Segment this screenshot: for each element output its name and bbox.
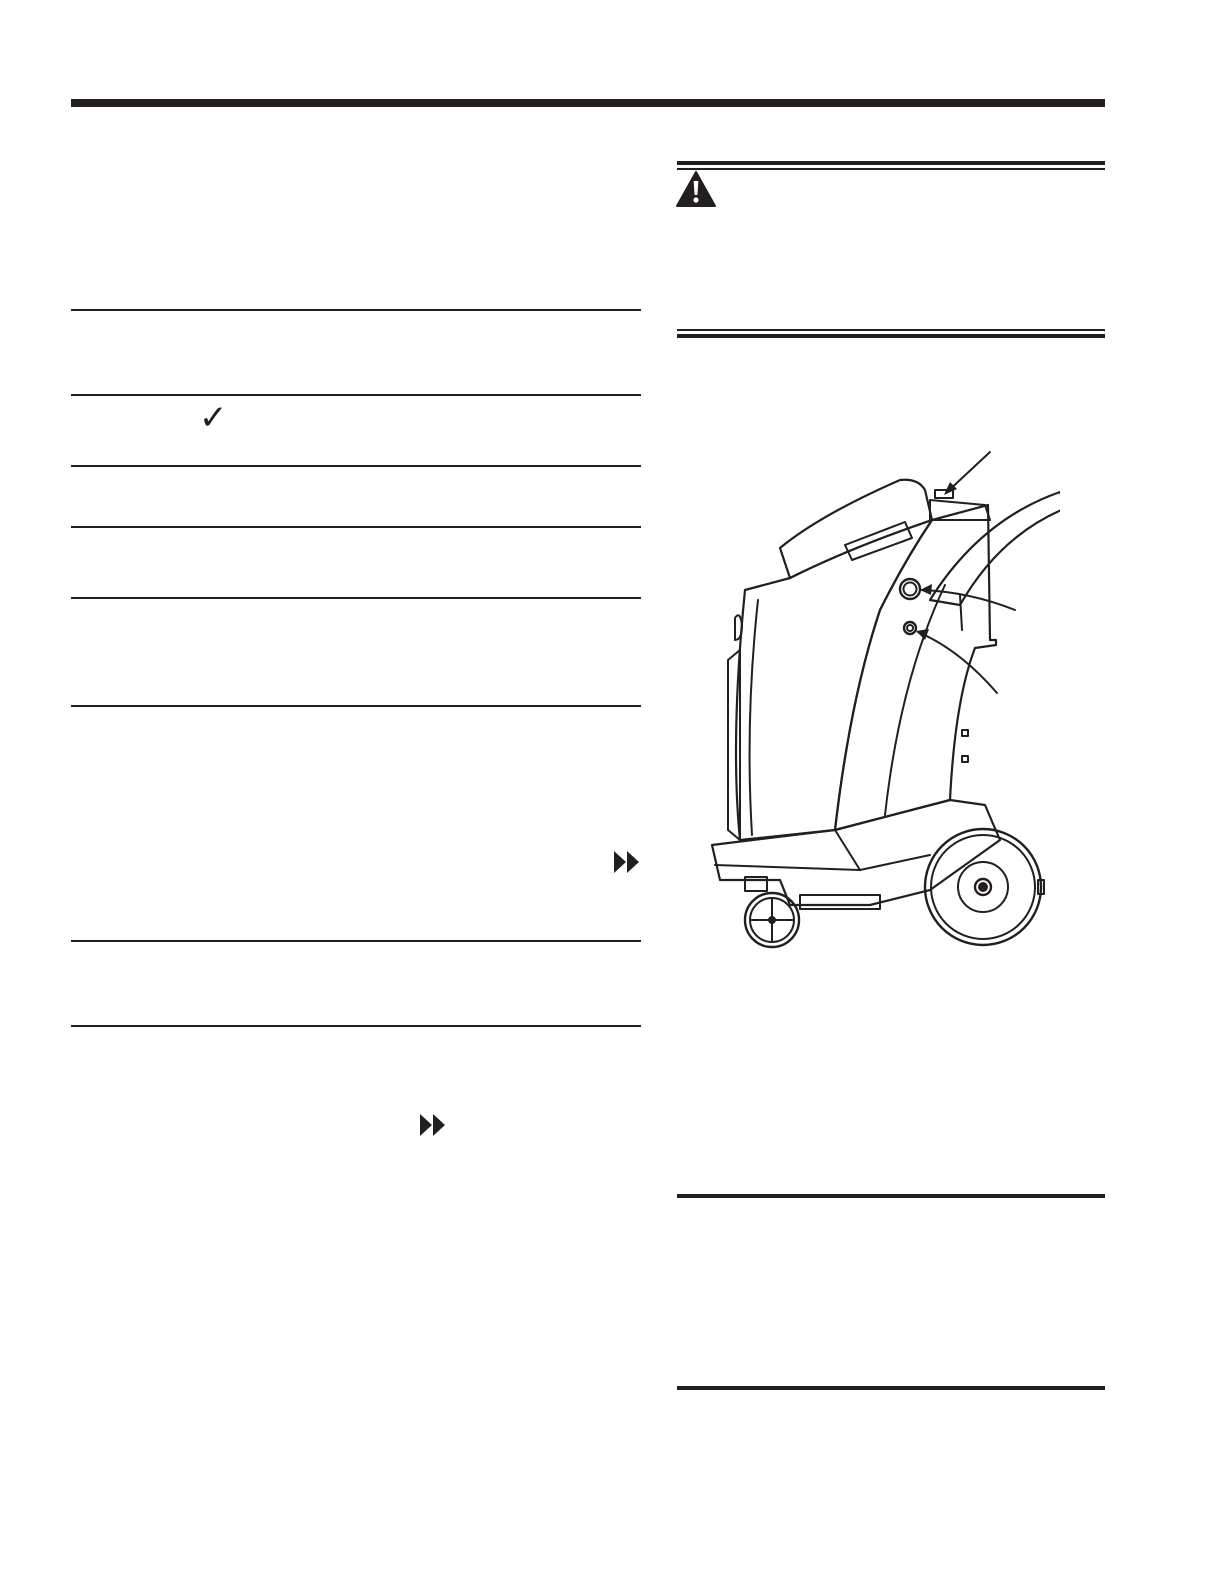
warning-bottom-rule xyxy=(677,334,1105,338)
double-arrow-right-icon xyxy=(420,1114,446,1136)
double-arrow-right-icon xyxy=(614,851,640,873)
warning-triangle-icon xyxy=(676,171,716,207)
callout-arrow-middle xyxy=(920,584,1015,610)
left-table-rule-8 xyxy=(71,1025,641,1027)
warning-bottom-rule-thin xyxy=(677,329,1105,331)
right-table-rule-2 xyxy=(677,1386,1105,1390)
left-table-rule-4 xyxy=(71,526,641,528)
warning-top-rule-thin xyxy=(677,168,1105,170)
left-table-rule-7 xyxy=(71,940,641,942)
ac-service-machine-illustration xyxy=(700,440,1060,955)
header-rule xyxy=(71,99,1105,107)
left-table-rule-1 xyxy=(71,309,641,311)
left-table-rule-3 xyxy=(71,465,641,467)
right-table-rule-1 xyxy=(677,1194,1105,1198)
left-table-rule-6 xyxy=(71,705,641,707)
left-table-rule-2 xyxy=(71,394,641,396)
left-table-rule-5 xyxy=(71,597,641,599)
warning-top-rule xyxy=(677,161,1105,165)
callout-arrow-top xyxy=(944,452,990,495)
callout-arrow-lower xyxy=(916,629,997,693)
check-mark-icon: ✓ xyxy=(199,398,228,438)
